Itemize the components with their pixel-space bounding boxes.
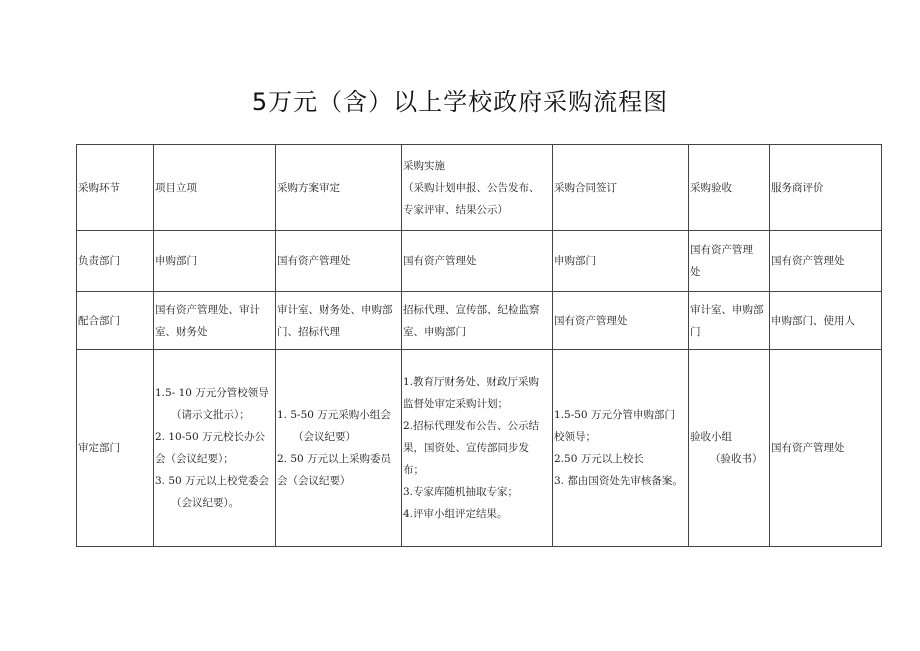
responsible-c5 bbox=[689, 231, 770, 292]
header-contract: 采购合同签订 bbox=[553, 145, 689, 231]
header-stage: 采购环节 bbox=[77, 145, 154, 231]
cooperate-c2-line2: 门、招标代理 bbox=[277, 325, 340, 338]
approve-c4-line4: 3. 都由国资处先审核备案。 bbox=[554, 475, 683, 487]
approve-c2-line3: 2. 50 万元以上采购委员 bbox=[277, 453, 392, 465]
approve-c5 bbox=[689, 350, 770, 547]
approve-c2-line2: （会议纪要） bbox=[293, 431, 356, 443]
responsible-c1: 申购部门 bbox=[154, 231, 276, 292]
header-plan-review: 采购方案审定 bbox=[276, 145, 402, 231]
approve-c4 bbox=[553, 350, 689, 547]
procurement-flow-table bbox=[76, 144, 882, 547]
approve-c3-line4: 果，国资处、宣传部同步发 bbox=[403, 442, 529, 454]
header-implementation-sub2: 专家评审、结果公示） bbox=[403, 203, 508, 216]
approve-c3-line1: 1.教育厅财务处、财政厅采购 bbox=[403, 376, 540, 388]
approve-c2-line4: 会（会议纪要） bbox=[277, 475, 351, 487]
approve-c2 bbox=[276, 350, 402, 547]
header-vendor-evaluation: 服务商评价 bbox=[770, 145, 882, 231]
approve-c1-line1: 1.5- 10 万元分管校领导 bbox=[155, 387, 269, 399]
approve-c5-line2: （验收书） bbox=[710, 453, 763, 465]
cooperate-c3-line2: 室、申购部门 bbox=[403, 325, 466, 338]
approve-c1-line2: （请示文批示）； bbox=[171, 409, 250, 421]
cooperate-c3 bbox=[402, 292, 553, 350]
approve-c3-line3: 2.招标代理发布公告、公示结 bbox=[403, 420, 540, 432]
cooperate-c6: 申购部门、使用人 bbox=[770, 292, 882, 350]
approve-c4-line1: 1.5-50 万元分管申购部门 bbox=[554, 409, 675, 421]
header-acceptance: 采购验收 bbox=[689, 145, 770, 231]
responsible-c5-line1: 国有资产管理 bbox=[690, 244, 753, 256]
cooperate-c5-line1: 审计室、申购部 bbox=[690, 303, 764, 316]
approve-c5-line1: 验收小组 bbox=[690, 431, 732, 443]
responsible-c2: 国有资产管理处 bbox=[276, 231, 402, 292]
cooperate-c1 bbox=[154, 292, 276, 350]
approve-c3-line2: 监督处审定采购计划； bbox=[403, 398, 508, 410]
cooperate-label: 配合部门 bbox=[77, 292, 154, 350]
header-row bbox=[77, 145, 882, 231]
approve-c1 bbox=[154, 350, 276, 547]
responsible-label: 负责部门 bbox=[77, 231, 154, 292]
approve-c4-line3: 2.50 万元以上校长 bbox=[554, 453, 644, 465]
approve-c6: 国有资产管理处 bbox=[770, 350, 882, 547]
cooperate-c4: 国有资产管理处 bbox=[553, 292, 689, 350]
cooperate-row bbox=[77, 292, 882, 350]
approve-c1-line3: 2. 10-50 万元校长办公 bbox=[155, 431, 265, 443]
approve-c1-line6: （会议纪要）。 bbox=[171, 497, 240, 509]
approve-c3-line7: 4.评审小组评定结果。 bbox=[403, 508, 508, 520]
cooperate-c2-line1: 审计室、财务处、申购部 bbox=[277, 303, 393, 316]
header-project-approval: 项目立项 bbox=[154, 145, 276, 231]
cooperate-c1-line2: 室、财务处 bbox=[155, 325, 208, 338]
responsible-c6: 国有资产管理处 bbox=[770, 231, 882, 292]
cooperate-c2 bbox=[276, 292, 402, 350]
responsible-c4: 申购部门 bbox=[553, 231, 689, 292]
cooperate-c1-line1: 国有资产管理处、审计 bbox=[155, 303, 260, 316]
approve-c4-line2: 校领导； bbox=[554, 431, 596, 443]
cooperate-c3-line1: 招标代理、宣传部、纪检监察 bbox=[403, 303, 540, 316]
responsible-c3: 国有资产管理处 bbox=[402, 231, 553, 292]
header-implementation-title: 采购实施 bbox=[403, 159, 445, 172]
approve-c2-line1: 1. 5-50 万元采购小组会 bbox=[277, 409, 391, 421]
cooperate-c5-line2: 门 bbox=[690, 325, 701, 338]
responsible-c5-line2: 处 bbox=[690, 266, 701, 278]
approve-c3-line5: 布； bbox=[403, 464, 424, 476]
approve-c1-line5: 3. 50 万元以上校党委会 bbox=[155, 475, 270, 487]
approve-row bbox=[77, 350, 882, 547]
page-title: 5万元（含）以上学校政府采购流程图 bbox=[251, 88, 669, 116]
approve-label: 审定部门 bbox=[77, 350, 154, 547]
header-implementation-sub1: （采购计划申报、公告发布、 bbox=[403, 181, 540, 194]
header-implementation bbox=[402, 145, 553, 231]
approve-c1-line4: 会（会议纪要）； bbox=[155, 453, 234, 465]
responsible-row bbox=[77, 231, 882, 292]
approve-c3 bbox=[402, 350, 553, 547]
approve-c3-line6: 3.专家库随机抽取专家； bbox=[403, 486, 519, 498]
cooperate-c5 bbox=[689, 292, 770, 350]
